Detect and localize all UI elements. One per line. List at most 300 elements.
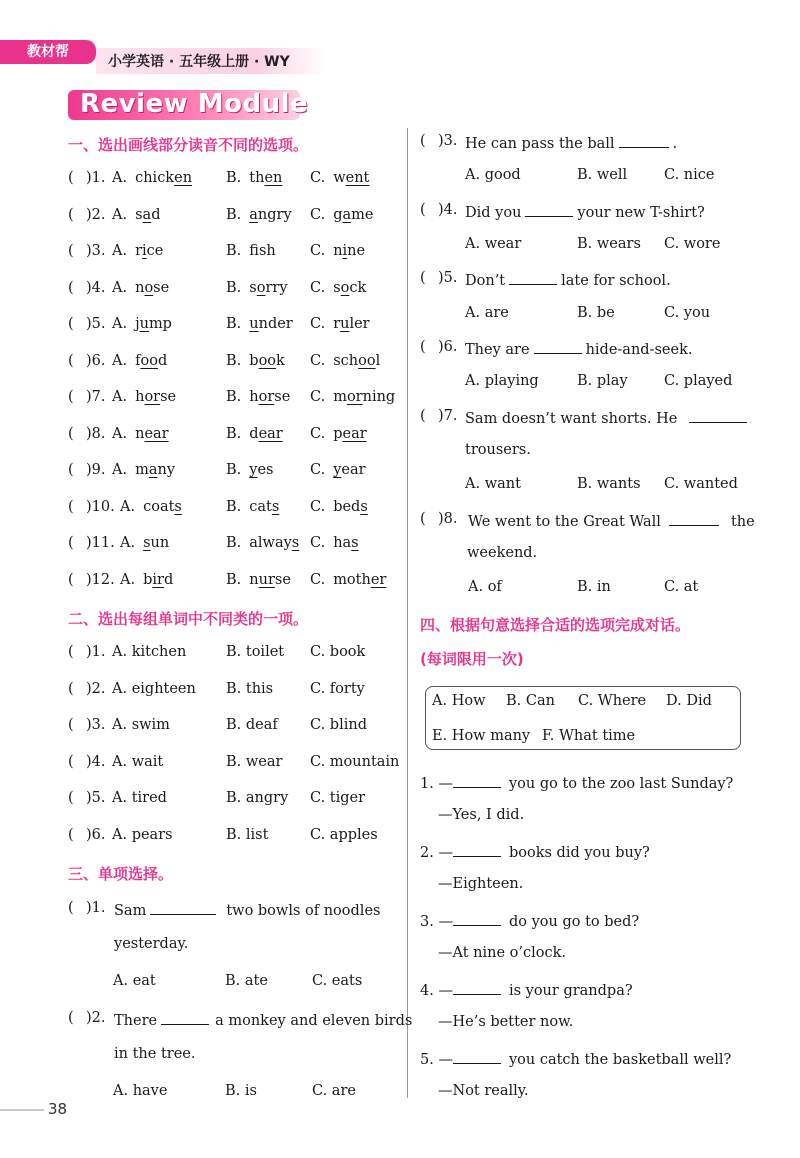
option-letter: C. [310,316,326,332]
option-a[interactable] [112,280,169,296]
underlined-letters: ear [144,425,169,442]
word-part: sch [333,352,359,369]
question-text: Sam doesn’t want shorts. He [465,411,678,427]
dialogue-answer: —Eighteen. [438,876,524,892]
question-text: There [114,1013,158,1029]
word-part: g [333,206,343,223]
column-divider [407,128,408,1098]
option-a[interactable] [112,462,175,478]
word-part: cat [249,498,272,515]
word-part: coat [143,498,175,515]
word-part: th [249,170,265,186]
option-letter: B. [226,498,242,515]
answer-paren[interactable]: ( [68,753,74,770]
dialogue-number: 5. — [420,1052,453,1068]
word-option-b: B. Can [506,693,555,709]
word-part: me [351,206,374,223]
underlined-letters: o [340,279,350,296]
dialogue-question-text: do you go to bed? [508,914,640,930]
option-b[interactable]: B. this [226,680,274,697]
option-a[interactable] [120,572,173,588]
option-a[interactable] [112,243,163,259]
underlined-letters: er [370,571,387,588]
question-text: hide-and-seek. [585,342,693,358]
option-letter: A. [112,206,128,223]
question-number: )2. [86,680,106,697]
option-letter: C. [310,352,326,369]
option-c[interactable] [310,389,395,405]
word-option-d: D. Did [666,693,712,709]
option-b[interactable]: B. wear [226,753,283,770]
word-part: j [135,316,140,332]
option-b[interactable] [226,499,279,515]
word-part: se [160,389,177,405]
underlined-letters: s [174,498,182,515]
option-a[interactable] [112,353,167,369]
option-b[interactable]: B. wants [577,476,641,492]
question-number: )6. [86,352,106,369]
answer-paren[interactable]: ( [68,644,74,660]
answer-paren[interactable]: ( [68,498,74,515]
option-letter: A. [112,316,128,332]
dialogue-question [420,773,733,792]
option-b[interactable] [226,280,288,296]
word-part: b [249,352,259,369]
answer-paren[interactable]: ( [68,535,74,551]
option-b[interactable] [226,572,291,588]
option-c[interactable]: C. eats [312,973,363,989]
answer-paren[interactable]: ( [68,900,74,916]
option-letter: A. [112,462,128,478]
underlined-letters: a [148,462,158,478]
underlined-letters: oo [140,352,158,369]
dialogue-question-text: you go to the zoo last Sunday? [508,776,734,792]
option-letter: A. [120,535,136,551]
option-c[interactable]: C. book [310,644,366,660]
underlined-letters: s [271,498,280,515]
option-letter: A. [120,571,136,588]
section3-heading: 三、单项选择。 [68,865,174,883]
underlined-letters: a [142,206,152,223]
option-c[interactable] [310,462,366,478]
option-a[interactable]: A. good [465,167,521,183]
question-number: )7. [86,389,106,405]
option-letter: A. [112,352,128,369]
dialogue-answer: —Not really. [438,1083,529,1099]
option-b[interactable] [226,207,292,223]
question-number: )9. [86,462,106,478]
option-letter: B. [226,243,242,259]
answer-paren[interactable]: ( [68,827,74,843]
option-a[interactable] [120,535,169,551]
question-number: )8. [86,425,106,442]
answer-blank[interactable] [669,511,719,526]
question-number: )7. [438,408,458,424]
underlined-letters: s [360,498,368,515]
word-part: m [333,389,347,405]
underlined-letters: s [143,535,151,551]
option-letter: B. [226,535,242,551]
underlined-letters: ear [258,425,283,442]
brand-tab: 教材帮 [0,40,96,64]
question-number: )6. [438,339,458,355]
option-a[interactable]: A. pears [112,827,173,843]
dialogue-question [420,842,650,861]
option-a[interactable]: A. wear [465,236,522,252]
option-a[interactable]: A. eat [113,973,156,989]
word-part: un [150,535,170,551]
answer-blank[interactable] [689,408,747,423]
option-letter: C. [310,462,326,478]
question-number: )4. [86,753,106,770]
option-c[interactable]: C. tiger [310,790,366,807]
option-a[interactable]: A. playing [465,373,539,389]
dialogue-number: 1. — [420,776,453,792]
answer-blank[interactable] [525,202,573,217]
option-c[interactable]: C. you [664,305,711,321]
word-part: ny [157,462,176,478]
word-part: ngry [257,206,292,223]
question-number: )3. [86,243,106,259]
word-part: ne [347,243,366,259]
underlined-letters: u [139,316,149,332]
option-letter: B. [226,352,242,369]
option-letter: A. [112,279,128,296]
option-c[interactable] [310,535,359,551]
option-letter: A. [112,425,128,442]
underlined-letters: a [249,206,258,223]
option-b[interactable]: B. in [577,579,611,595]
answer-paren[interactable]: ( [68,243,74,259]
question-text: late for school. [561,273,671,289]
question-text: a monkey and eleven birds [215,1013,413,1029]
underlined-letters: o [256,279,266,296]
word-option-c: C. Where [578,693,647,709]
question-number: )8. [438,511,458,527]
word-part: d [249,425,259,442]
section1-heading: 一、选出画线部分读音不同的选项。 [68,136,309,154]
underlined-letters: ur [258,571,275,588]
word-part: ear [341,462,366,478]
word-part: ck [349,279,367,296]
option-b[interactable] [226,353,285,369]
option-b[interactable]: B. ate [225,973,268,989]
dialogue-answer: —At nine o’clock. [438,945,567,961]
option-c[interactable] [310,572,386,588]
word-part: h [135,389,145,405]
footer-line [0,1109,44,1111]
word-part: alway [249,535,292,551]
word-part: rry [265,279,288,296]
option-b[interactable] [226,535,299,551]
underlined-letters: or [144,389,161,405]
underlined-letters: y [333,462,342,478]
question-text: the [730,514,755,530]
question-number: )4. [438,202,458,218]
question-text: Did you [465,205,522,221]
option-letter: C. [310,571,326,588]
option-letter: C. [310,389,326,405]
option-b[interactable]: B. list [226,827,269,843]
option-c[interactable] [310,499,368,515]
option-c[interactable]: C. apples [310,827,378,843]
word-part: se [153,279,170,296]
option-a[interactable]: A. wait [112,753,164,770]
question-number: )11. [86,535,115,551]
word-part: d [151,206,161,223]
word-option-e: E. How many [432,728,531,744]
answer-paren[interactable]: ( [68,680,74,697]
word-part: se [274,571,291,588]
option-c[interactable] [310,316,370,332]
option-letter: C. [310,243,326,259]
option-c[interactable] [310,243,365,259]
dialogue-question [420,980,633,999]
underlined-letters: or [346,389,363,405]
answer-paren[interactable]: ( [420,202,426,218]
option-a[interactable] [120,499,182,515]
option-a[interactable] [112,389,176,405]
answer-blank[interactable] [509,270,557,285]
word-part: w [333,170,346,186]
option-c[interactable]: C. mountain [310,753,400,770]
word-part: s [249,279,257,296]
underlined-letters: ent [345,170,370,186]
word-part: f [135,352,141,369]
word-part: f [249,243,259,259]
answer-paren[interactable]: ( [420,408,426,424]
option-c[interactable]: C. played [664,373,733,389]
underlined-letters: y [249,462,258,478]
option-a[interactable]: A. swim [112,717,170,734]
word-part: p [333,425,343,442]
option-b[interactable]: B. well [577,167,628,183]
answer-paren[interactable]: ( [420,133,426,149]
question-continuation: yesterday. [114,936,189,952]
answer-paren[interactable]: ( [68,316,74,332]
dialogue-question-text: is your grandpa? [508,983,633,999]
option-letter: A. [120,498,136,515]
word-part: bed [333,498,361,515]
option-letter: C. [310,535,326,551]
question-continuation: weekend. [467,545,538,561]
answer-blank[interactable] [453,773,501,788]
answer-paren[interactable]: ( [68,170,74,186]
word-part: s [135,206,143,223]
option-letter: C. [310,279,326,296]
option-b[interactable] [226,426,283,442]
underlined-letters: oo [258,352,277,369]
answer-paren[interactable]: ( [68,425,74,442]
word-part: ler [349,316,370,332]
underlined-letters: u [249,316,259,332]
answer-paren[interactable]: ( [68,1010,74,1026]
option-a[interactable]: A. eighteen [112,680,196,697]
answer-blank[interactable] [161,1010,209,1025]
option-a[interactable]: A. want [465,476,521,492]
word-part: h [249,389,259,405]
answer-blank[interactable] [150,900,216,915]
word-part: n [135,425,145,442]
question-number: )4. [86,279,106,296]
dialogue-question [420,1049,731,1068]
option-a[interactable] [112,316,172,332]
underlined-letters: or [258,389,275,405]
answer-paren[interactable]: ( [68,389,74,405]
option-b[interactable]: B. play [577,373,628,389]
option-c[interactable] [310,207,373,223]
underlined-letters: s [291,535,300,551]
option-a[interactable] [112,207,161,223]
option-letter: B. [226,389,242,405]
option-c[interactable]: C. wanted [664,476,738,492]
word-part: ha [333,535,352,551]
option-letter: B. [226,170,242,186]
option-a[interactable] [112,170,192,186]
question-number: )5. [438,270,458,286]
option-c[interactable]: C. blind [310,717,367,734]
dialogue-answer: —Yes, I did. [438,807,525,823]
word-part: r [333,316,341,332]
option-letter: B. [226,316,242,332]
header-title: 小学英语 · 五年级上册 · WY [108,54,290,70]
question-text: two bowls of noodles [226,903,381,919]
option-b[interactable] [226,316,293,332]
word-part: ce [146,243,164,259]
word-part: ning [362,389,396,405]
word-part: d [157,352,168,369]
option-b[interactable] [226,462,274,478]
answer-blank[interactable] [453,911,501,926]
answer-paren[interactable]: ( [68,352,74,369]
word-part: sh [258,243,276,259]
word-option-a: A. How [432,693,486,709]
option-a[interactable] [112,426,169,442]
answer-paren[interactable]: ( [68,206,74,223]
option-c[interactable]: C. forty [310,680,365,697]
option-b[interactable]: B. angry [226,790,289,807]
option-b[interactable]: B. deaf [226,717,278,734]
option-b[interactable]: B. is [225,1083,257,1099]
option-letter: C. [310,498,326,515]
word-part: m [135,462,149,478]
option-b[interactable] [226,170,282,186]
word-part: n [135,279,145,296]
option-b[interactable]: B. toilet [226,644,285,660]
option-a[interactable]: A. tired [112,790,167,807]
option-a[interactable]: A. are [465,305,509,321]
dialogue-question-text: you catch the basketball well? [508,1052,732,1068]
answer-paren[interactable]: ( [68,279,74,296]
underlined-letters: u [340,316,350,332]
underlined-letters: en [174,170,193,186]
word-part: d [163,571,174,588]
answer-paren[interactable]: ( [420,511,426,527]
question-continuation: in the tree. [114,1046,196,1062]
underlined-letters: en [264,170,283,186]
underlined-letters: s [351,535,359,551]
word-part: b [143,571,153,588]
answer-paren[interactable]: ( [68,790,74,807]
option-letter: B. [226,279,242,296]
dialogue-question [420,911,639,930]
answer-paren[interactable]: ( [68,571,74,588]
question-text: They are [465,342,530,358]
option-a[interactable]: A. kitchen [112,644,187,660]
option-b[interactable] [226,243,276,259]
option-c[interactable] [310,426,367,442]
option-b[interactable] [226,389,290,405]
option-b[interactable]: B. wears [577,236,641,252]
option-letter: B. [226,571,242,588]
option-letter: B. [226,206,242,223]
question-number: )12. [86,571,115,588]
answer-paren[interactable]: ( [420,270,426,286]
underlined-letters: a [342,206,352,223]
word-part: r [135,243,143,259]
word-part: l [375,352,381,369]
answer-paren[interactable]: ( [68,462,74,478]
word-part: se [274,389,291,405]
option-c[interactable]: C. are [312,1083,356,1099]
question-number: )3. [86,717,106,734]
word-part: n [249,571,259,588]
underlined-letters: i [342,243,348,259]
question-number: )2. [86,1010,106,1026]
question-continuation: trousers. [465,442,531,458]
question-number: )5. [86,316,106,332]
option-c[interactable]: C. wore [664,236,721,252]
option-letter: A. [112,170,128,186]
answer-paren[interactable]: ( [68,717,74,734]
word-part: mp [148,316,172,332]
question-number: )5. [86,790,106,807]
option-letter: A. [112,389,128,405]
option-c[interactable] [310,170,369,186]
word-part: n [333,243,343,259]
option-c[interactable] [310,280,366,296]
review-module-title: Review Module [80,89,309,119]
underlined-letters: o [144,279,154,296]
answer-blank[interactable] [453,842,501,857]
option-b[interactable]: B. be [577,305,615,321]
section4-heading: 四、根据句意选择合适的选项完成对话。 [420,616,691,634]
answer-blank[interactable] [453,1049,501,1064]
option-a[interactable]: A. have [113,1083,168,1099]
option-c[interactable] [310,353,380,369]
question-text: He can pass the ball [465,136,615,152]
answer-paren[interactable]: ( [420,339,426,355]
option-c[interactable]: C. nice [664,167,715,183]
question-number: )1. [86,170,106,186]
dialogue-number: 4. — [420,983,453,999]
option-letter: C. [310,206,326,223]
question-number: )10. [86,498,115,515]
section2-heading: 二、选出每组单词中不同类的一项。 [68,610,309,628]
option-letter: C. [310,170,326,186]
answer-blank[interactable] [453,980,501,995]
option-c[interactable]: C. at [664,579,699,595]
option-letter: B. [226,462,242,478]
word-option-f: F. What time [542,728,636,744]
dialogue-question-text: books did you buy? [508,845,650,861]
underlined-letters: ir [152,571,164,588]
question-text: Sam [114,903,147,919]
option-a[interactable]: A. of [468,579,502,595]
question-number: )3. [438,133,458,149]
answer-blank[interactable] [534,339,582,354]
answer-blank[interactable] [619,133,669,148]
